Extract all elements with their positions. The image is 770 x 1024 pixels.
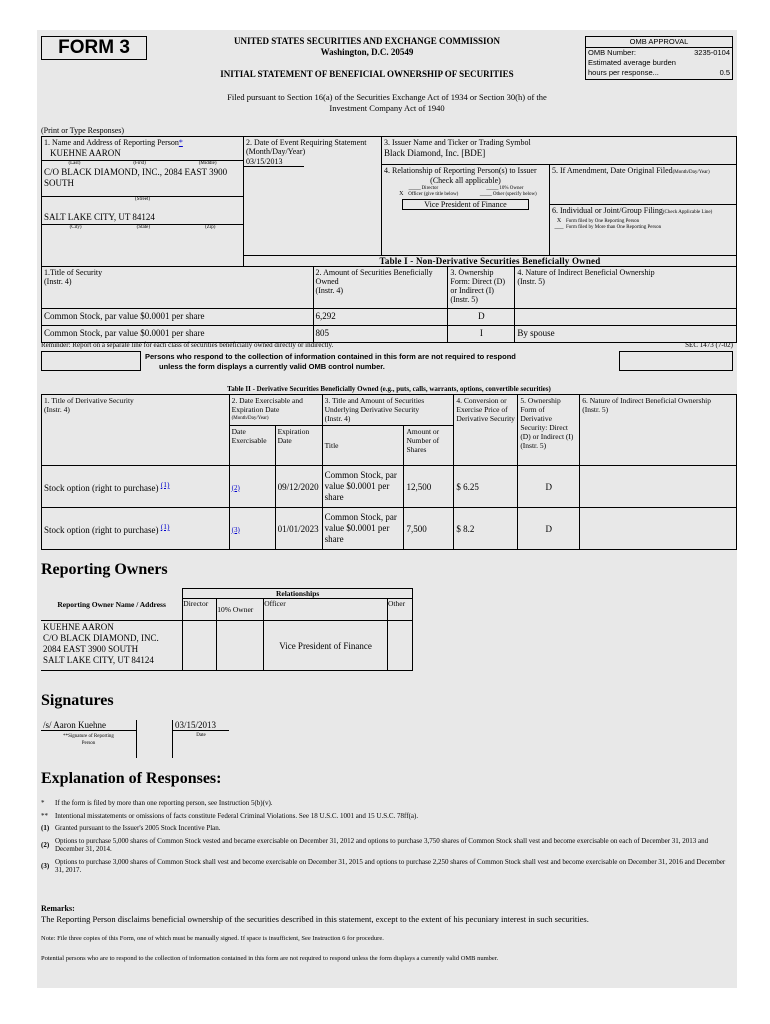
middle-label: (Middle)	[198, 161, 217, 166]
signature-label-1: **Signature of Reporting	[63, 734, 114, 739]
omb-hours: 0.5	[719, 68, 730, 77]
multi-person-label: Form filed by More than One Reporting Person	[566, 225, 662, 230]
table-2-title: Table II - Derivative Securities Beneficially Owned (e.g., puts, calls, warrants, options, convertible securities)	[227, 385, 551, 393]
explanation-text: Intentional misstatements or omissions of facts constitute Federal Criminal Violations. See 18 U.S.C. 1001 and 15 U.S.C. 78ff(a).	[55, 811, 419, 820]
list-item	[41, 858, 733, 875]
other-header: Other	[387, 599, 412, 621]
owner-line: KUEHNE AARON	[43, 622, 114, 632]
owner-other	[387, 621, 412, 671]
reporting-owners-table	[41, 588, 413, 671]
explanation-mark: (1)	[41, 824, 50, 832]
persons-notice	[145, 352, 615, 372]
print-label: (Print or Type Responses)	[41, 126, 125, 135]
omb-approval-box	[585, 36, 733, 80]
event-date: 03/15/2013	[244, 157, 304, 167]
box-6-sub: (Check Applicable Line)	[662, 210, 713, 215]
table-2-header-price: 4. Conversion or Exercise Price of Derivative Security	[454, 395, 518, 466]
officer-header: Officer	[264, 599, 388, 621]
officer-title: Vice President of Finance	[402, 199, 529, 210]
footnote-link[interactable]: (1)	[160, 522, 170, 531]
star-footnote-link[interactable]: *	[178, 138, 183, 147]
expiration-date: 09/12/2020	[275, 466, 322, 508]
statement-title: INITIAL STATEMENT OF BENEFICIAL OWNERSHIP OF SECURITIES	[220, 69, 514, 79]
multi-person-checkbox[interactable]: ___	[554, 224, 564, 230]
owner-line: SALT LAKE CITY, UT 84124	[43, 655, 154, 665]
ten-pct-checkbox[interactable]: ____	[486, 185, 499, 191]
table-1-header-amount: 2. Amount of Securities Beneficially Owned (Instr. 4)	[313, 267, 448, 309]
box-5-label: 5. If Amendment, Date Original Filed	[552, 166, 673, 175]
state-label: (State)	[136, 225, 150, 230]
owner-name-address	[41, 621, 183, 671]
reminder-left-box	[41, 351, 141, 371]
reminder-text: Reminder: Report on a separate line for each class of securities beneficially owned directly or indirectly.	[41, 341, 334, 349]
owner-line: C/O BLACK DIAMOND, INC.	[43, 633, 159, 643]
reporting-owners-heading: Reporting Owners	[41, 561, 168, 578]
city-label: (City)	[69, 225, 82, 230]
explanation-mark: (3)	[41, 861, 50, 870]
owner-name-header: Reporting Owner Name / Address	[41, 589, 183, 621]
table-row	[42, 508, 737, 550]
ownership-nature: By spouse	[515, 326, 737, 343]
expiration-date: 01/01/2023	[275, 508, 322, 550]
explanation-mark: **	[41, 811, 48, 820]
one-person-checkbox[interactable]: X	[556, 218, 562, 224]
box-2-event-date	[244, 137, 382, 255]
derivative-title: Stock option (right to purchase)	[44, 525, 159, 535]
table-row	[42, 466, 737, 508]
derivative-ownership-form: D	[518, 508, 580, 550]
officer-label: Officer (give title below)	[408, 192, 459, 197]
table-row	[42, 309, 737, 326]
owner-director	[183, 621, 217, 671]
director-checkbox[interactable]: ____	[408, 185, 421, 191]
box-2-label: 2. Date of Event Requiring Statement (Month/Day/Year)	[246, 138, 367, 156]
director-header: Director	[183, 599, 217, 621]
table-1-title: Table I - Non-Derivative Securities Beneficially Owned	[244, 255, 737, 267]
omb-burden-2: hours per response...	[588, 68, 659, 77]
table-2-header-underlying: 3. Title and Amount of Securities Underlying Derivative Security (Instr. 4)	[322, 395, 454, 426]
agency-name: UNITED STATES SECURITIES AND EXCHANGE COMMISSION	[234, 36, 500, 46]
derivative-title: Stock option (right to purchase)	[44, 483, 159, 493]
reminder-right-box	[619, 351, 733, 371]
date-label: Date	[196, 733, 206, 738]
explanation-text: Options to purchase 5,000 shares of Common Stock vested and became exercisable on December 31, 2012 and options to purchase 3,750 shares of Common Stock shall vest and become exercisable on each of December 31, 2013 and December 31, 2014.	[55, 836, 709, 853]
derivative-nature	[580, 466, 737, 508]
reporting-info-grid	[41, 136, 737, 266]
remarks-heading: Remarks:	[41, 904, 75, 913]
derivative-ownership-form: D	[518, 466, 580, 508]
persons-line-2: unless the form displays a currently valid OMB control number.	[159, 362, 385, 371]
table-2-header-dates: 2. Date Exercisable and Expiration Date	[231, 396, 303, 414]
signature-value: /s/ Aaron Kuehne	[41, 720, 136, 731]
table-2-header-title: 1. Title of Derivative Security (Instr. 4)	[42, 395, 230, 466]
security-amount: 6,292	[313, 309, 448, 326]
omb-burden-1: Estimated average burden	[588, 58, 676, 67]
security-title: Common Stock, par value $0.0001 per share	[42, 326, 314, 343]
date-exercisable-footnote[interactable]: (3)	[231, 525, 240, 534]
box-6-label: 6. Individual or Joint/Group Filing	[552, 206, 663, 215]
underlying-title: Common Stock, par value $0.0001 per share	[322, 466, 404, 508]
relationships-header: Relationships	[183, 589, 413, 599]
check-all-label: (Check all applicable)	[430, 176, 501, 185]
table-row	[42, 326, 737, 343]
officer-checkbox[interactable]: X	[399, 191, 404, 197]
omb-number-label: OMB Number:	[588, 48, 636, 57]
box-5-sub: (Month/Day/Year)	[672, 170, 710, 175]
ownership-form: D	[448, 309, 515, 326]
exercise-price: $ 6.25	[454, 466, 518, 508]
agency-location: Washington, D.C. 20549	[320, 47, 414, 57]
box-6-filing	[550, 205, 737, 255]
box-3-issuer	[382, 137, 737, 165]
table-2-header-u-title: Title	[322, 426, 404, 466]
exercise-price: $ 8.2	[454, 508, 518, 550]
footnote-link[interactable]: (1)	[160, 480, 170, 489]
box-4-label: 4. Relationship of Reporting Person(s) to Issuer	[384, 166, 537, 175]
director-label: Director	[421, 186, 439, 191]
last-label: (Last)	[68, 161, 81, 166]
table-2-header-amount: Amount or Number of Shares	[404, 426, 454, 466]
table-2-header-form: 5. Ownership Form of Derivative Security: Direct (D) or Indirect (I) (Instr. 5)	[518, 395, 580, 466]
box-1-reporting-person	[41, 137, 244, 267]
list-item	[41, 799, 733, 808]
date-exercisable-footnote[interactable]: (2)	[231, 483, 240, 492]
sec-form-number: SEC 1473 (7-02)	[685, 341, 733, 349]
filed-line-1: Filed pursuant to Section 16(a) of the Securities Exchange Act of 1934 or Section 30(h) of the	[227, 92, 547, 102]
issuer-name: Black Diamond, Inc. [BDE]	[384, 148, 486, 158]
ownership-nature	[515, 309, 737, 326]
underlying-amount: 7,500	[404, 508, 454, 550]
agency-header	[157, 36, 577, 58]
security-title: Common Stock, par value $0.0001 per share	[42, 309, 314, 326]
signature-label-2: Person	[81, 741, 96, 746]
owner-officer: Vice President of Finance	[264, 621, 388, 671]
explanation-text: Options to purchase 3,000 shares of Common Stock shall vest and become exercisable on December 31, 2015 and options to purchase 2,250 shares of Common Stock shall vest and become exercisable on December 31, 2016 and December 31, 2017.	[55, 857, 726, 874]
underlying-amount: 12,500	[404, 466, 454, 508]
derivative-nature	[580, 508, 737, 550]
table-2-derivative	[41, 394, 737, 550]
box-4-relationship	[382, 165, 550, 255]
table-2-header-dates-sub: (Month/Day/Year)	[231, 416, 269, 421]
zip-label: (Zip)	[205, 225, 216, 230]
underlying-title: Common Stock, par value $0.0001 per share	[322, 508, 404, 550]
table-2-header-row	[42, 395, 737, 426]
explanation-mark: (2)	[41, 840, 50, 849]
note-text: Note: File three copies of this Form, one of which must be manually signed. If space is insufficient, See Instruction 6 for procedure.	[41, 935, 384, 942]
table-1-non-derivative	[41, 266, 737, 343]
explanation-text: Granted pursuant to the Issuer's 2005 Stock Incentive Plan.	[55, 824, 221, 832]
form-title: FORM 3	[41, 36, 147, 60]
street-label: (Street)	[42, 196, 243, 202]
signatures-heading: Signatures	[41, 692, 114, 709]
filed-pursuant	[117, 92, 657, 114]
explanation-heading: Explanation of Responses:	[41, 770, 222, 787]
form-page	[37, 30, 737, 988]
potential-text: Potential persons who are to respond to the collection of information contained in this form are not required to respond unless the form displays a currently valid OMB number.	[41, 955, 499, 962]
list-item	[41, 812, 733, 821]
explanation-text: If the form is filed by more than one reporting person, see Instruction 5(b)(v).	[55, 799, 273, 807]
omb-number: 3235-0104	[694, 48, 730, 57]
owner-ten-pct	[217, 621, 264, 671]
table-1-header-title: 1.Title of Security (Instr. 4)	[42, 267, 314, 309]
box-3-label: 3. Issuer Name and Ticker or Trading Symbol	[384, 138, 531, 147]
other-label: Other (specify below)	[492, 192, 537, 197]
ten-pct-header: 10% Owner	[217, 599, 264, 621]
reporting-person-city: SALT LAKE CITY, UT 84124	[44, 212, 155, 222]
table-1-header-nature: 4. Nature of Indirect Beneficial Ownership (Instr. 5)	[515, 267, 737, 309]
ten-pct-label: 10% Owner	[499, 186, 524, 191]
omb-title: OMB APPROVAL	[586, 37, 732, 48]
explanation-mark: *	[41, 799, 45, 807]
list-item	[41, 837, 733, 854]
security-amount: 805	[313, 326, 448, 343]
remarks-text: The Reporting Person disclaims beneficial ownership of the securities described in this statement, except to the extent of his pecuniary interest in such securities.	[41, 914, 589, 924]
persons-line-1: Persons who respond to the collection of information contained in this form are not required to respond	[145, 352, 516, 361]
signature-block	[41, 720, 229, 758]
other-checkbox[interactable]: ____	[479, 191, 492, 197]
filed-line-2: Investment Company Act of 1940	[329, 103, 445, 113]
reporting-person-address: C/O BLACK DIAMOND, INC., 2084 EAST 3900 SOUTH	[44, 167, 228, 188]
first-label: (First)	[133, 161, 146, 166]
box-5-amendment	[550, 165, 737, 205]
table-2-header-expiration: Expiration Date	[275, 426, 322, 466]
signature-date: 03/15/2013	[173, 720, 229, 731]
explanation-list	[41, 799, 733, 879]
owner-line: 2084 EAST 3900 SOUTH	[43, 644, 139, 654]
table-2-header-nature: 6. Nature of Indirect Beneficial Ownership (Instr. 5)	[580, 395, 737, 466]
table-1-header-row	[42, 267, 737, 309]
table-2-header-date-exercisable: Date Exercisable	[229, 426, 275, 466]
table-row	[41, 621, 413, 671]
box-1-label: 1. Name and Address of Reporting Person	[44, 138, 179, 147]
one-person-label: Form filed by One Reporting Person	[566, 219, 640, 224]
table-1-header-form: 3. Ownership Form: Direct (D) or Indirect (I) (Instr. 5)	[448, 267, 515, 309]
reporting-person-name: KUEHNE AARON	[50, 148, 121, 158]
list-item	[41, 824, 733, 833]
ownership-form: I	[448, 326, 515, 343]
